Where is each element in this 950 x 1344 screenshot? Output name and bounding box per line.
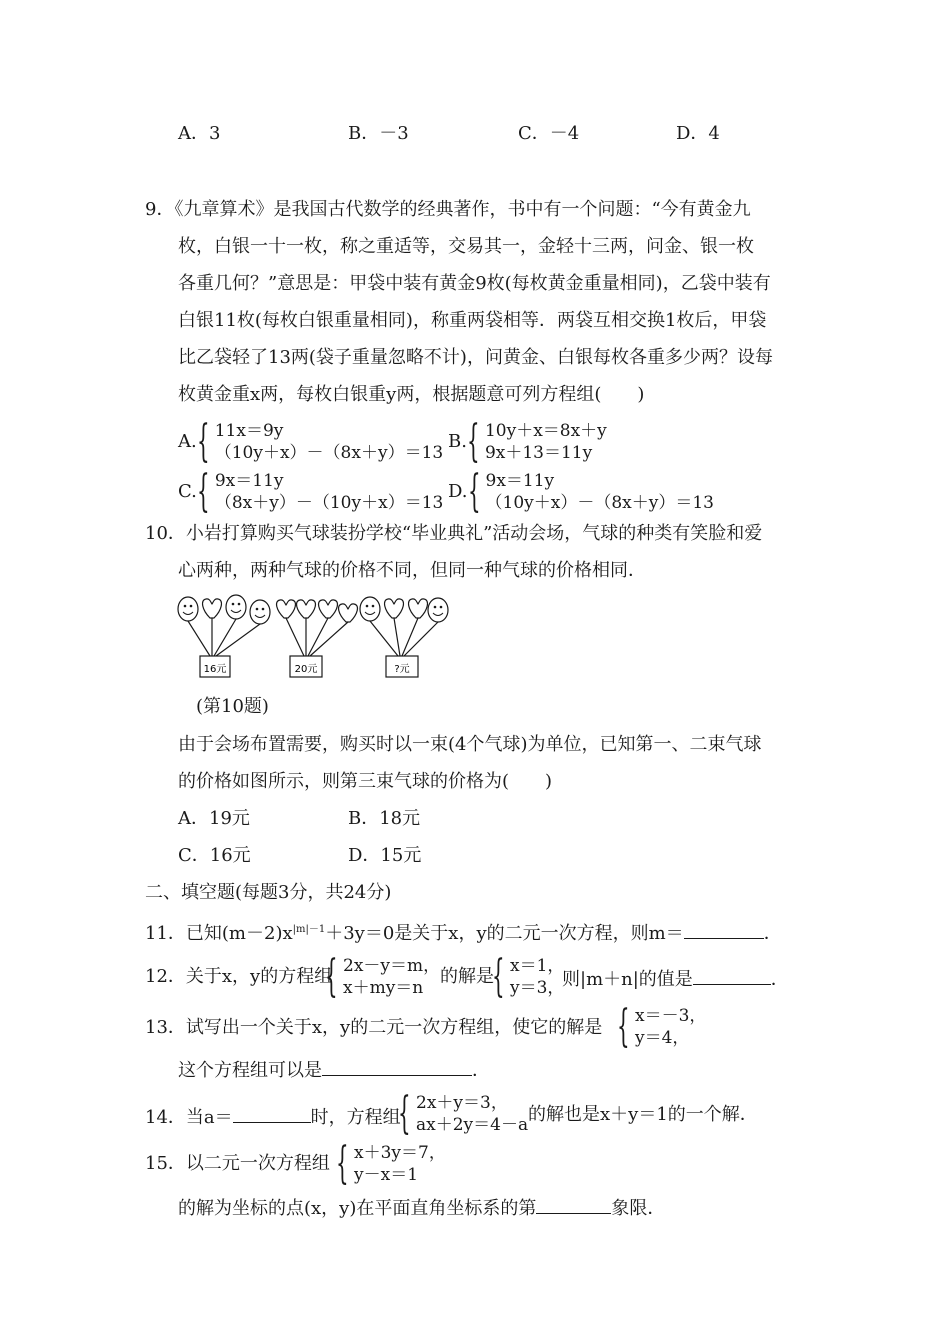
q12-sys2b: y＝3， [510, 978, 565, 998]
q9-option-c [178, 466, 444, 517]
q14-pre-wrap [145, 1106, 401, 1127]
q15-system [336, 1138, 446, 1189]
brace-icon: { [325, 951, 338, 1002]
brace-icon: { [466, 416, 480, 467]
brace-icon: { [196, 466, 210, 517]
q12-sys1b: x＋my＝n [343, 978, 424, 998]
q12-end: ． [770, 969, 789, 990]
q15-sysa: x＋3y＝7， [354, 1143, 446, 1163]
q12-mid: 的解是 [440, 966, 494, 987]
q10-option-d: D．15元 [348, 845, 422, 866]
q12-system-1 [325, 951, 441, 1002]
q11-end: ． [763, 923, 782, 944]
tag-3: ?元 [394, 664, 410, 675]
q11-pre: 11．已知(m－2)x [145, 923, 293, 944]
q13-end: ． [472, 1060, 490, 1081]
q13-line-2 [178, 1059, 490, 1080]
q10-option-a: A．19元 [178, 808, 250, 829]
q11 [145, 922, 782, 943]
q11-exponent: |m|－1 [292, 924, 326, 935]
q9-option-b-eq2: 9x＋13＝11y [484, 443, 593, 463]
q12-post: 则|m＋n|的值是 [562, 969, 693, 990]
q12-pre: 12．关于x，y的方程组 [145, 966, 333, 987]
q14-post: 的解也是x＋y＝1的一个解． [528, 1104, 758, 1125]
q10-option-b: B．18元 [348, 808, 421, 829]
q10-line-2: 心两种，两种气球的价格不同，但同一种气球的价格相同． [178, 560, 646, 581]
q13-sysa: x＝－3， [635, 1006, 707, 1026]
q9-option-d-eq2: （10y＋x）－（8x＋y）＝13 [485, 493, 714, 513]
q9-line-1: 9．《九章算术》是我国古代数学的经典著作，书中有一个问题：“今有黄金九 [145, 199, 751, 220]
q9-option-c-eq2: （8x＋y）－（10y＋x）＝13 [214, 493, 444, 513]
q15-pre: 15．以二元一次方程组 [145, 1153, 330, 1174]
q14-sysb: ax＋2y＝4－a [416, 1115, 529, 1135]
q12-sys1a: 2x－y＝m， [343, 956, 441, 976]
q8-option-a: A．3 [178, 123, 221, 144]
q15-answer-blank[interactable] [536, 1197, 611, 1214]
brace-icon: { [398, 1088, 411, 1139]
brace-icon: { [617, 1001, 630, 1052]
q9-option-c-label: C. [178, 481, 197, 502]
brace-icon: { [492, 951, 505, 1002]
q13-line2-text: 这个方程组可以是 [178, 1060, 322, 1081]
q9-option-a-eq2: （10y＋x）－（8x＋y）＝13 [214, 443, 444, 463]
q9-option-c-eq1: 9x＝11y [214, 471, 284, 491]
q14-pre: 14．当a＝ [145, 1107, 233, 1128]
q8-option-d: D．4 [676, 123, 720, 144]
q13-system [617, 1001, 707, 1052]
q15-line-2 [178, 1197, 665, 1218]
q9-option-b-eq1: 10y＋x＝8x＋y [484, 421, 607, 441]
q10-after-line-1: 由于会场布置需要，购买时以一束(4个气球)为单位，已知第一、二束气球 [178, 734, 762, 755]
q10-option-c: C．16元 [178, 845, 251, 866]
q9-option-b-label: B. [448, 431, 467, 452]
q11-answer-blank[interactable] [684, 922, 764, 939]
brace-icon: { [467, 466, 481, 517]
q12-answer-blank[interactable] [693, 968, 771, 985]
q8-option-c: C．－4 [518, 123, 580, 144]
q15-line2-text: 的解为坐标的点(x，y)在平面直角坐标系的第 [178, 1198, 537, 1219]
q13-pre: 13．试写出一个关于x，y的二元一次方程组，使它的解是 [145, 1017, 603, 1038]
q12-post-wrap [562, 968, 789, 989]
q9-option-d [448, 466, 714, 517]
section-2-title: 二、填空题(每题3分，共24分) [145, 882, 392, 903]
q15-end: 象限． [611, 1198, 666, 1219]
tag-1: 16元 [203, 664, 227, 675]
q10-line-1: 10．小岩打算购买气球装扮学校“毕业典礼”活动会场，气球的种类有笑脸和爱 [145, 523, 763, 544]
brace-icon: { [336, 1138, 349, 1189]
q9-option-a-eq1: 11x＝9y [214, 421, 284, 441]
q9-line-6: 枚黄金重x两，每枚白银重y两，根据题意可列方程组( ) [178, 384, 645, 405]
q9-option-d-label: D. [448, 481, 468, 502]
balloon-figure [170, 592, 460, 684]
q9-option-b [448, 416, 607, 467]
q9-line-4: 白银11枚(每枚白银重量相同)，称重两袋相等．两袋互相交换1枚后，甲袋 [178, 310, 767, 331]
q9-option-a-label: A. [178, 431, 197, 452]
q10-after-line-2: 的价格如图所示，则第三束气球的价格为( ) [178, 771, 553, 792]
q11-post: ＋3y＝0是关于x，y的二元一次方程，则m＝ [325, 923, 684, 944]
q9-option-d-eq1: 9x＝11y [485, 471, 555, 491]
q14-system [398, 1088, 529, 1139]
q14-answer-blank[interactable] [233, 1106, 311, 1123]
brace-icon: { [196, 416, 210, 467]
q13-sysb: y＝4， [635, 1028, 690, 1048]
q9-line-2: 枚，白银一十一枚，称之重适等，交易其一，金轻十三两，问金、银一枚 [178, 236, 754, 257]
q10-caption: (第10题) [196, 696, 269, 717]
q12-system-2 [492, 951, 565, 1002]
q12-sys2a: x＝1， [510, 956, 565, 976]
tag-2: 20元 [294, 664, 318, 675]
q15-sysb: y－x＝1 [354, 1165, 419, 1185]
q14-sysa: 2x＋y＝3， [416, 1093, 508, 1113]
q14-mid: 时，方程组 [310, 1107, 401, 1128]
q13-answer-blank[interactable] [322, 1059, 472, 1076]
q9-line-3: 各重几何？”意思是：甲袋中装有黄金9枚(每枚黄金重量相同)，乙袋中装有 [178, 273, 771, 294]
q9-line-5: 比乙袋轻了13两(袋子重量忽略不计)，问黄金、白银每枚各重多少两？设每 [178, 347, 773, 368]
q9-option-a [178, 416, 444, 467]
q8-option-b: B．－3 [348, 123, 409, 144]
